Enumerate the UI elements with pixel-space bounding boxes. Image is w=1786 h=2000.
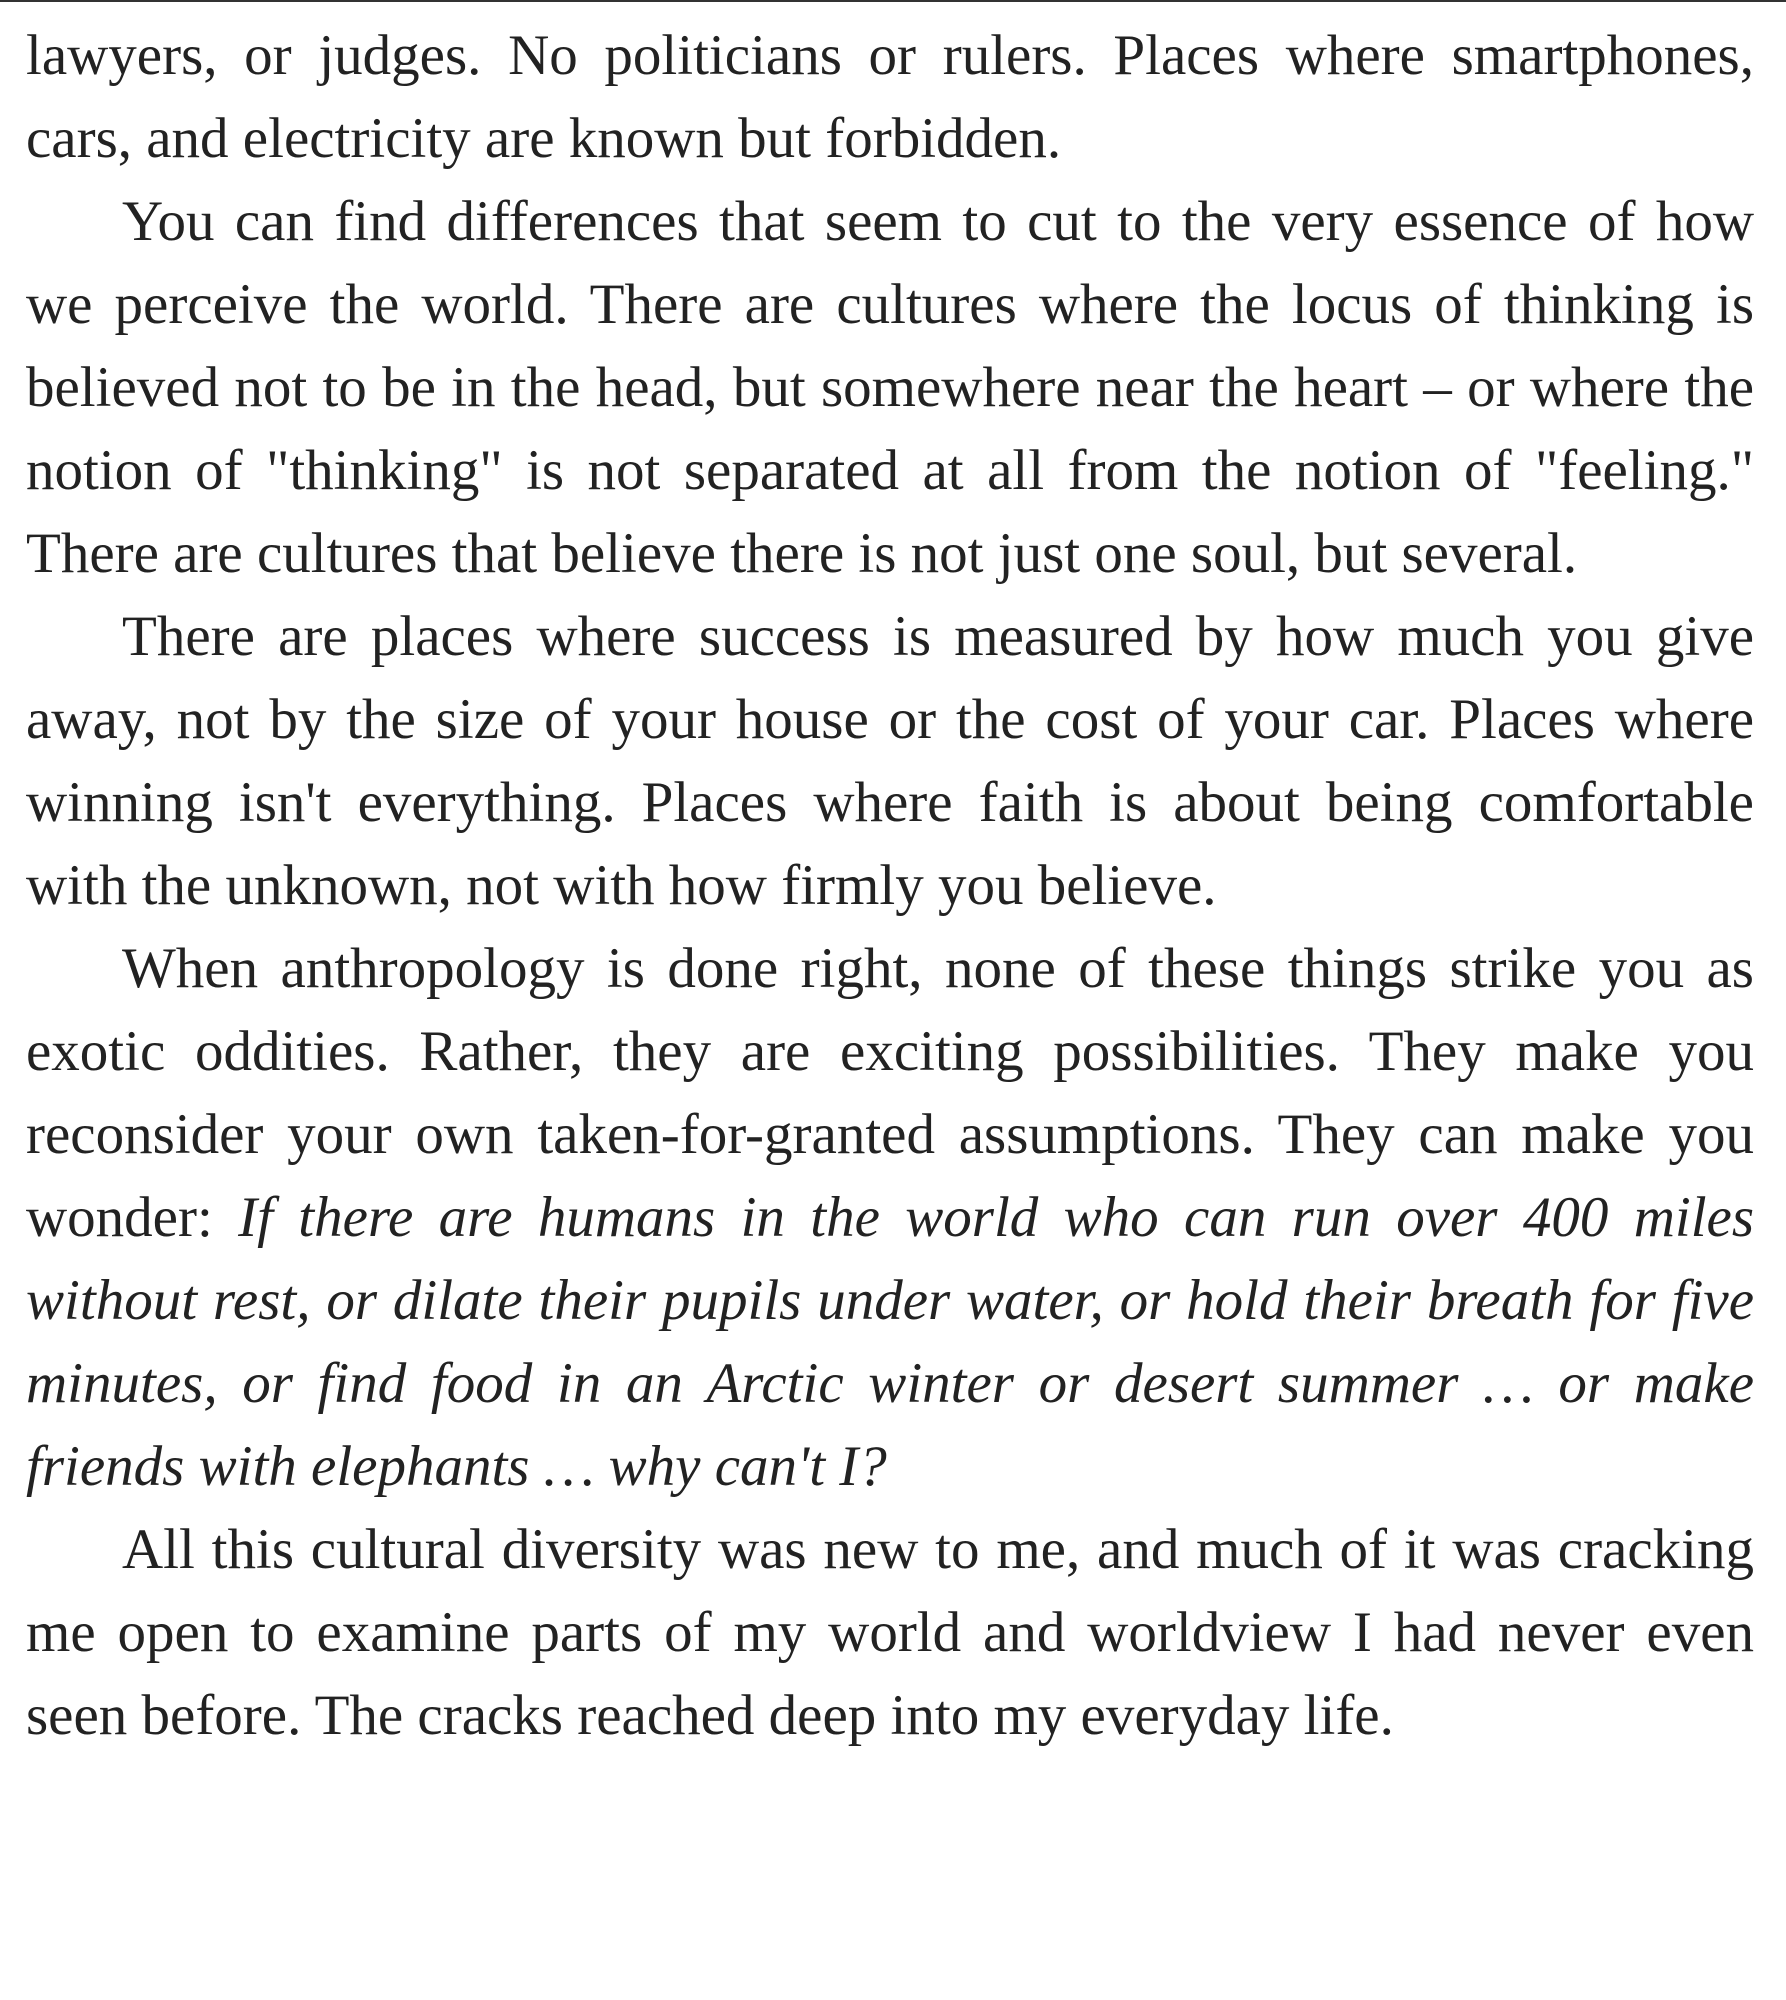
paragraph-text: lawyers, or judges. No politicians or rulers. Places where smartphones, cars, and electricity are known but forbidden. (26, 24, 1754, 170)
paragraph-text: You can find differences that seem to cut to the very essence of how we perceive the world. There are cultures where the locus of thinking is believed not to be in the head, but somewhere near the heart – or where the notion of "thinking" is not separated at all from the notion of "feeling." There are cultures that believe there is not just one soul, but several. (26, 190, 1754, 585)
italic-quote: If there are humans in the world who can run over 400 miles without rest, or dilate their pupils under water, or hold their breath for five minutes, or find food in an Arctic winter or desert summer … or make friends with elephants … why can't I? (26, 1186, 1755, 1498)
paragraph-text: All this cultural diversity was new to me, and much of it was cracking me open to examine parts of my world and worldview I had never even seen before. The cracks reached deep into my everyday life. (26, 1518, 1754, 1747)
paragraph-4 (26, 927, 1754, 1508)
paragraph-text: When anthropology is done right, none of these things strike you as exotic oddities. Rather, they are exciting possibilities. They make you reconsider your own taken-for-granted assumptions. They can make you wonder: (26, 937, 1754, 1249)
paragraph-text: There are places where success is measured by how much you give away, not by the size of your house or the cost of your car. Places where winning isn't everything. Places where faith is about being comfortable with the unknown, not with how firmly you believe. (26, 605, 1754, 917)
paragraph-1 (26, 14, 1754, 180)
paragraph-2 (26, 180, 1754, 595)
paragraph-3 (26, 595, 1754, 927)
paragraph-5 (26, 1508, 1754, 1757)
page-text (26, 14, 1754, 1757)
